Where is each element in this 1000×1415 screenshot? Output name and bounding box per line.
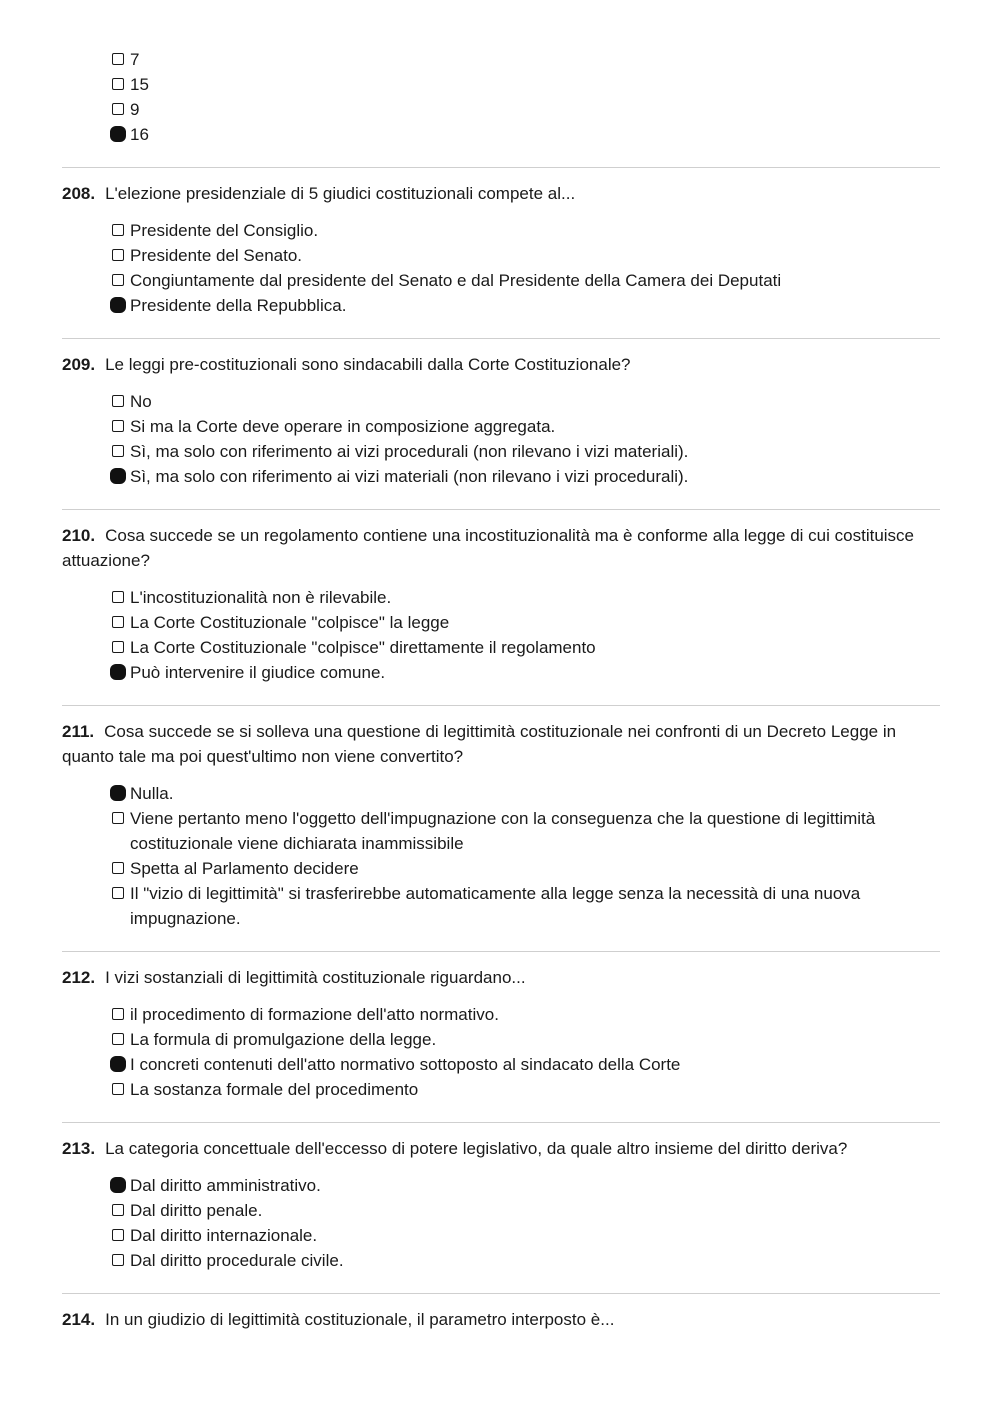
option-text: Nulla. (130, 784, 174, 803)
option-item[interactable] (112, 1173, 940, 1198)
checkbox-icon[interactable] (112, 78, 124, 90)
question-number: 212. (62, 968, 96, 987)
option-item[interactable] (112, 610, 940, 635)
checkbox-checked-icon[interactable] (110, 785, 126, 801)
option-item[interactable] (112, 1002, 940, 1027)
checkbox-icon[interactable] (112, 1254, 124, 1266)
question-heading (62, 1136, 940, 1161)
option-item[interactable] (112, 47, 940, 72)
question-heading (62, 523, 940, 573)
option-text: La Corte Costituzionale "colpisce" la legge (130, 613, 450, 632)
question-heading (62, 352, 940, 377)
option-item[interactable] (112, 268, 940, 293)
option-list (62, 585, 940, 685)
option-item[interactable] (112, 660, 940, 685)
option-text: La sostanza formale del procedimento (130, 1080, 419, 1099)
question-text: Le leggi pre-costituzionali sono sindacabili dalla Corte Costituzionale? (105, 355, 631, 374)
option-text: Il "vizio di legittimità" si trasferirebbe automaticamente alla legge senza la necessità di una nuova impugnazione. (130, 884, 861, 928)
question-heading (62, 719, 940, 769)
question-heading (62, 1307, 940, 1332)
question-text: Cosa succede se si solleva una questione di legittimità costituzionale nei confronti di un Decreto Legge in quanto tale ma poi quest'ultimo non viene convertito? (62, 722, 897, 766)
option-list (62, 781, 940, 931)
option-list (62, 47, 940, 147)
checkbox-checked-icon[interactable] (110, 1056, 126, 1072)
option-item[interactable] (112, 781, 940, 806)
question-number: 209. (62, 355, 96, 374)
checkbox-icon[interactable] (112, 445, 124, 457)
option-item[interactable] (112, 218, 940, 243)
option-text: 16 (130, 125, 149, 144)
checkbox-checked-icon[interactable] (110, 468, 126, 484)
option-text: Presidente del Consiglio. (130, 221, 319, 240)
option-item[interactable] (112, 414, 940, 439)
option-item[interactable] (112, 1027, 940, 1052)
option-item[interactable] (112, 1223, 940, 1248)
option-item[interactable] (112, 389, 940, 414)
checkbox-icon[interactable] (112, 1033, 124, 1045)
question-heading (62, 181, 940, 206)
checkbox-icon[interactable] (112, 591, 124, 603)
previous-question-options (62, 0, 940, 147)
checkbox-icon[interactable] (112, 395, 124, 407)
question-number: 213. (62, 1139, 96, 1158)
option-item[interactable] (112, 1248, 940, 1273)
option-text: Può intervenire il giudice comune. (130, 663, 386, 682)
option-text: No (130, 392, 152, 411)
checkbox-icon[interactable] (112, 641, 124, 653)
option-text: Spetta al Parlamento decidere (130, 859, 359, 878)
checkbox-icon[interactable] (112, 274, 124, 286)
checkbox-checked-icon[interactable] (110, 1177, 126, 1193)
option-list (62, 389, 940, 489)
checkbox-icon[interactable] (112, 616, 124, 628)
option-list (62, 1002, 940, 1102)
checkbox-icon[interactable] (112, 1229, 124, 1241)
option-list (62, 218, 940, 318)
checkbox-icon[interactable] (112, 224, 124, 236)
option-text: Dal diritto amministrativo. (130, 1176, 321, 1195)
option-text: il procedimento di formazione dell'atto normativo. (130, 1005, 499, 1024)
option-text: Presidente del Senato. (130, 246, 303, 265)
option-item[interactable] (112, 635, 940, 660)
question-heading (62, 965, 940, 990)
question-number: 208. (62, 184, 96, 203)
option-item[interactable] (112, 881, 940, 931)
option-text: Presidente della Repubblica. (130, 296, 347, 315)
checkbox-checked-icon[interactable] (110, 664, 126, 680)
option-text: 7 (130, 50, 140, 69)
question-210 (62, 510, 940, 685)
question-text: In un giudizio di legittimità costituzionale, il parametro interposto è... (105, 1310, 615, 1329)
question-text: La categoria concettuale dell'eccesso di potere legislativo, da quale altro insieme del diritto deriva? (105, 1139, 848, 1158)
question-214 (62, 1294, 940, 1332)
checkbox-icon[interactable] (112, 1204, 124, 1216)
question-text: I vizi sostanziali di legittimità costituzionale riguardano... (105, 968, 526, 987)
checkbox-icon[interactable] (112, 103, 124, 115)
option-text: 15 (130, 75, 149, 94)
option-item[interactable] (112, 806, 940, 856)
option-text: La formula di promulgazione della legge. (130, 1030, 437, 1049)
question-212 (62, 952, 940, 1102)
checkbox-icon[interactable] (112, 812, 124, 824)
option-list (62, 1173, 940, 1273)
checkbox-icon[interactable] (112, 862, 124, 874)
question-number: 214. (62, 1310, 96, 1329)
option-text: L'incostituzionalità non è rilevabile. (130, 588, 392, 607)
checkbox-icon[interactable] (112, 1083, 124, 1095)
option-text: Dal diritto internazionale. (130, 1226, 318, 1245)
option-text: 9 (130, 100, 140, 119)
option-text: Viene pertanto meno l'oggetto dell'impugnazione con la conseguenza che la questione di legittimità costituzionale viene dichiarata inammissibile (130, 809, 876, 853)
question-208 (62, 168, 940, 318)
question-209 (62, 339, 940, 489)
option-item[interactable] (112, 856, 940, 881)
option-text: Dal diritto procedurale civile. (130, 1251, 344, 1270)
checkbox-icon[interactable] (112, 420, 124, 432)
option-item[interactable] (112, 122, 940, 147)
question-213 (62, 1123, 940, 1273)
option-item[interactable] (112, 585, 940, 610)
option-text: La Corte Costituzionale "colpisce" direttamente il regolamento (130, 638, 596, 657)
option-text: Dal diritto penale. (130, 1201, 263, 1220)
question-text: Cosa succede se un regolamento contiene una incostituzionalità ma è conforme alla legge di cui costituisce attuazione? (62, 526, 915, 570)
option-item[interactable] (112, 439, 940, 464)
question-number: 211. (62, 722, 95, 741)
question-number: 210. (62, 526, 96, 545)
option-item[interactable] (112, 243, 940, 268)
option-text: Congiuntamente dal presidente del Senato e dal Presidente della Camera dei Deputati (130, 271, 782, 290)
checkbox-icon[interactable] (112, 53, 124, 65)
option-item[interactable] (112, 97, 940, 122)
option-item[interactable] (112, 293, 940, 318)
option-text: Sì, ma solo con riferimento ai vizi procedurali (non rilevano i vizi materiali). (130, 442, 689, 461)
quiz-page (62, 0, 940, 1332)
option-text: Sì, ma solo con riferimento ai vizi materiali (non rilevano i vizi procedurali). (130, 467, 689, 486)
option-item[interactable] (112, 1077, 940, 1102)
question-211 (62, 706, 940, 931)
question-text: L'elezione presidenziale di 5 giudici costituzionali compete al... (105, 184, 576, 203)
option-item[interactable] (112, 1052, 940, 1077)
checkbox-checked-icon[interactable] (110, 297, 126, 313)
option-text: I concreti contenuti dell'atto normativo sottoposto al sindacato della Corte (130, 1055, 681, 1074)
checkbox-checked-icon[interactable] (110, 126, 126, 142)
option-text: Si ma la Corte deve operare in composizione aggregata. (130, 417, 556, 436)
option-item[interactable] (112, 72, 940, 97)
checkbox-icon[interactable] (112, 887, 124, 899)
checkbox-icon[interactable] (112, 1008, 124, 1020)
option-item[interactable] (112, 1198, 940, 1223)
option-item[interactable] (112, 464, 940, 489)
checkbox-icon[interactable] (112, 249, 124, 261)
